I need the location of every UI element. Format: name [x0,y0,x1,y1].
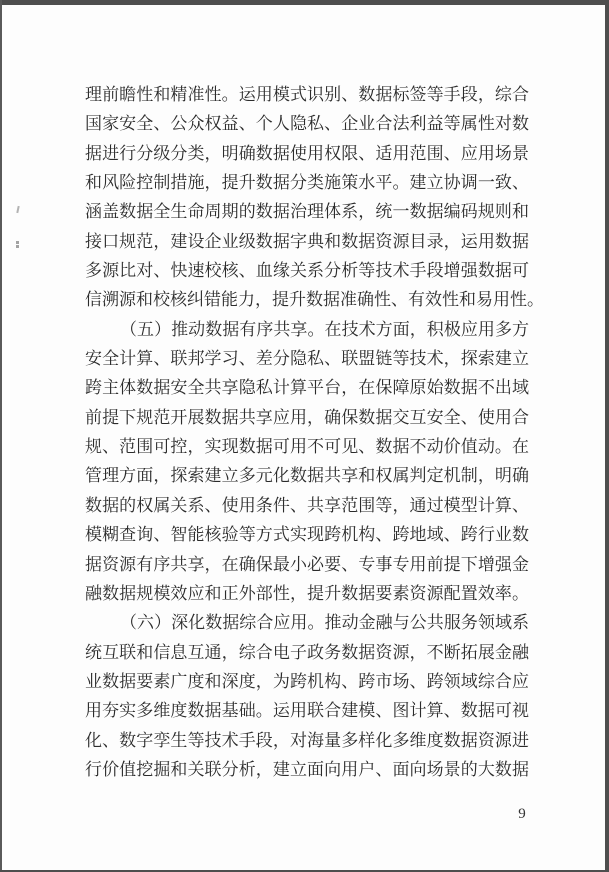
text-line: 涵盖数据全生命周期的数据治理体系，统一数据编码规则和 [85,202,529,222]
text-line: 数据的权属关系、使用条件、共享范围等，通过模型计算、 [85,495,529,515]
text-line: 多源比对、快速校核、血缘关系分析等技术手段增强数据可 [85,261,529,281]
scan-artifact-mark [16,206,19,213]
text-line: 融数据规模效应和正外部性，提升数据要素资源配置效率。 [85,583,529,603]
text-line: 化、数字孪生等技术手段，对海量多样化多维度数据资源进 [85,730,529,750]
text-line: 业数据要素广度和深度，为跨机构、跨市场、跨领域综合应 [85,671,529,691]
scan-artifact-mark [16,241,19,244]
text-line: 理前瞻性和精准性。运用模式识别、数据标签等手段，综合 [85,85,529,104]
text-line: 国家安全、公众权益、个人隐私、企业合法利益等属性对数 [85,114,529,134]
text-line: 模糊查询、智能核验等方式实现跨机构、跨地域、跨行业数 [85,525,529,545]
paragraph-start-line: （五）推动数据有序共享。在技术方面，积极应用多方 [120,319,529,339]
text-line: 安全计算、联邦学习、差分隐私、联盟链等技术，探索建立 [85,349,529,369]
text-line: 接口规范，建设企业级数据字典和数据资源目录，运用数据 [85,231,529,251]
scan-edge-top [0,0,609,5]
text-line: 规、范围可控，实现数据可用不可见、数据不动价值动。在 [85,437,529,457]
page-number: 9 [518,806,526,822]
text-line: 用夯实多维度数据基础。运用联合建模、图计算、数据可视 [85,701,529,721]
text-line: 统互联和信息互通，综合电子政务数据资源，不断拓展金融 [85,642,529,662]
text-line: 前提下规范开展数据共享应用，确保数据交互安全、使用合 [85,407,529,427]
scan-edge-left [0,0,2,872]
text-line: 信溯源和校核纠错能力，提升数据准确性、有效性和易用性。 [85,290,544,310]
text-line: 据进行分级分类，明确数据使用权限、适用范围、应用场景 [85,143,529,163]
paragraph-start-line: （六）深化数据综合应用。推动金融与公共服务领域系 [120,613,529,633]
document-text-block [85,80,544,784]
text-line: 和风险控制措施，提升数据分类施策水平。建立协调一致、 [85,173,529,193]
scan-edge-right [605,0,609,872]
text-line: 跨主体数据安全共享隐私计算平台，在保障原始数据不出域 [85,378,529,398]
text-line: 行价值挖掘和关联分析，建立面向用户、面向场景的大数据 [85,759,529,779]
text-line: 据资源有序共享，在确保最小必要、专事专用前提下增强金 [85,554,529,574]
text-line: 管理方面，探索建立多元化数据共享和权属判定机制，明确 [85,466,529,486]
